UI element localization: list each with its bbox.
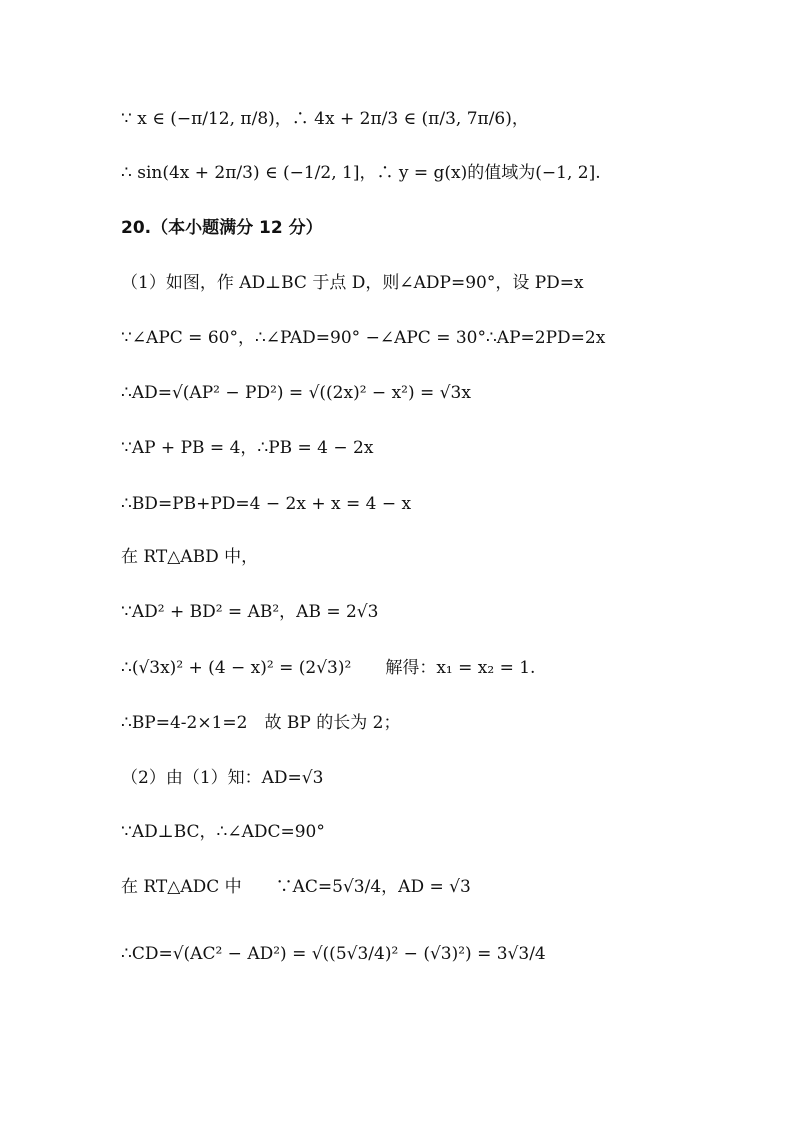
text-line-15: 在 RT△ADC 中 ∵AC=5√3/4，AD = √3: [121, 877, 471, 897]
text-line-10: ∵AD² + BD² = AB²，AB = 2√3: [121, 602, 379, 622]
text-line-2: ∴ sin(4x + 2π/3) ∈ (−1/2, 1]，∴ y = g(x)的值域为(−1, 2].: [121, 163, 601, 183]
text-line-11: ∴(√3x)² + (4 − x)² = (2√3)² 解得：x₁ = x₂ = 1.: [121, 658, 536, 678]
text-line-16: ∴CD=√(AC² − AD²) = √((5√3/4)² − (√3)²) = 3√3/4: [121, 944, 546, 964]
text-line-6: ∴AD=√(AP² − PD²) = √((2x)² − x²) = √3x: [121, 383, 471, 403]
text-line-14: ∵AD⊥BC，∴∠ADC=90°: [121, 822, 325, 842]
text-line-5: ∵∠APC = 60°，∴∠PAD=90° −∠APC = 30°∴AP=2PD=2x: [121, 328, 606, 348]
text-line-8: ∴BD=PB+PD=4 − 2x + x = 4 − x: [121, 494, 412, 514]
text-line-4: （1）如图，作 AD⊥BC 于点 D，则∠ADP=90°，设 PD=x: [121, 273, 584, 293]
text-line-13: （2）由（1）知：AD=√3: [121, 768, 324, 788]
text-line-1: ∵ x ∈ (−π/12, π/8)，∴ 4x + 2π/3 ∈ (π/3, 7π/6)，: [121, 109, 529, 129]
text-line-9: 在 RT△ABD 中，: [121, 547, 259, 567]
text-line-7: ∵AP + PB = 4，∴PB = 4 − 2x: [121, 438, 374, 458]
text-line-12: ∴BP=4-2×1=2 故 BP 的长为 2；: [121, 713, 401, 733]
section-heading: 20.（本小题满分 12 分）: [121, 218, 323, 238]
